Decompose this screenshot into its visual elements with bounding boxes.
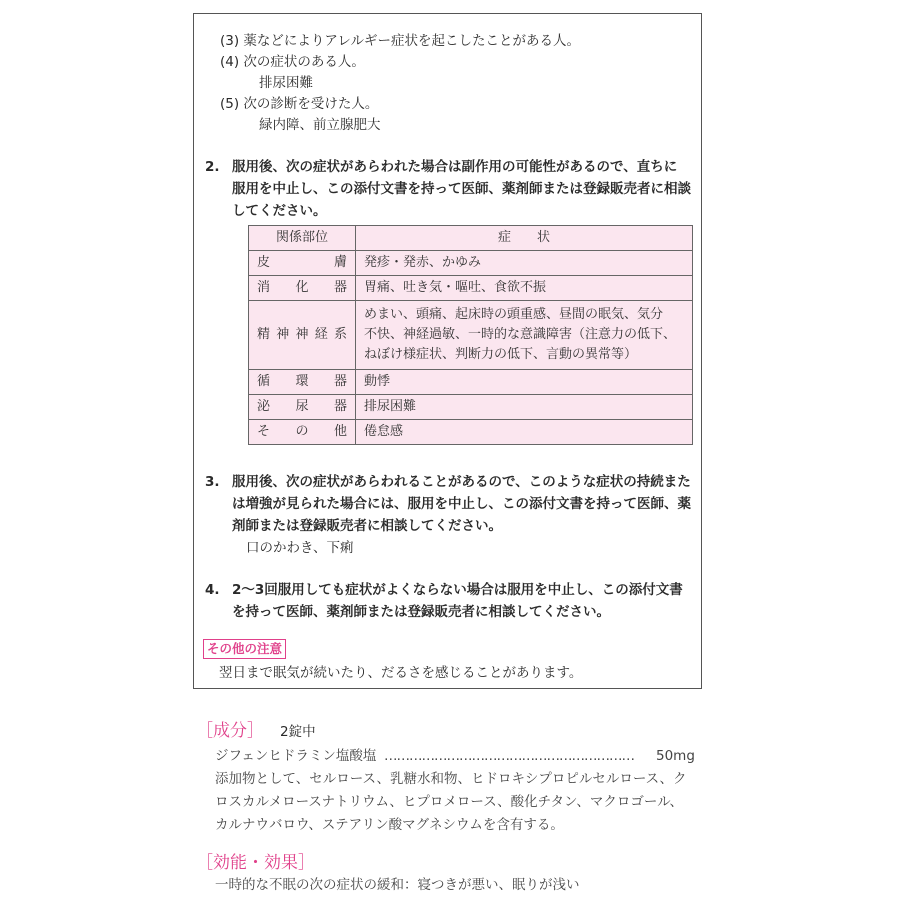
side-effects-table [248,225,693,445]
row-symptom: 排尿困難 [356,395,693,420]
additives-line: ロスカルメロースナトリウム、ヒプロメロース、酸化チタン、マクロゴール、 [215,794,684,810]
point-3-detail: 口のかわき、下痢 [246,540,354,556]
header-symptom: 症 状 [356,226,693,251]
point-3-number: 3. [205,474,220,490]
ingredients-per: 2錠中 [280,724,316,740]
row-part: 消 化 器 [249,276,356,301]
table-header-row [249,226,693,251]
table-row [249,370,693,395]
additives-line: 添加物として、セルロース、乳糖水和物、ヒドロキシプロピルセルロース、ク [215,771,687,787]
table-row [249,420,693,445]
row-symptom: 発疹・発赤、かゆみ [356,251,693,276]
row-part: そ の 他 [249,420,356,445]
row-part: 皮 膚 [249,251,356,276]
point-2-line: 服用を中止し、この添付文書を持って医師、薬剤師または登録販売者に相談 [232,181,691,197]
header-part: 関係部位 [249,226,356,251]
row-symptom: 動悸 [356,370,693,395]
ingredient-main-name: ジフェンヒドラミン塩酸塩 [215,748,377,764]
point-2-line: 服用後、次の症状があらわれた場合は副作用の可能性があるので、直ちに [232,159,678,175]
point-3-line: 剤師または登録販売者に相談してください。 [232,518,502,534]
point-4-line: 2～3回服用しても症状がよくならない場合は服用を中止し、この添付文書 [232,582,683,598]
efficacy-title: ［効能・効果］ [196,853,315,873]
symptom-line: めまい、頭痛、起床時の頭重感、昼間の眠気、気分 [364,307,664,322]
table-row [249,251,693,276]
item-4-detail: 排尿困難 [259,75,313,91]
symptom-line: 不快、神経過敏、一時的な意識障害（注意力の低下、 [364,327,677,342]
row-symptom: 胃痛、吐き気・嘔吐、食欲不振 [356,276,693,301]
point-2-number: 2. [205,159,220,175]
point-4-number: 4. [205,582,220,598]
point-4-line: を持って医師、薬剤師または登録販売者に相談してください。 [232,604,610,620]
efficacy-text: 一時的な不眠の次の症状の緩和：寝つきが悪い、眠りが浅い [215,877,580,893]
table-row [249,395,693,420]
ingredient-main-amount: 50mg [656,748,695,764]
item-5: (5) 次の診断を受けた人。 [220,96,379,112]
table-row [249,276,693,301]
point-3-line: は増強が見られた場合には、服用を中止し、この添付文書を持って医師、薬 [232,496,691,512]
additives-line: カルナウバロウ、ステアリン酸マグネシウムを含有する。 [215,817,564,833]
point-3-line: 服用後、次の症状があらわれることがあるので、このような症状の持続また [232,474,691,490]
row-symptom [356,301,693,370]
row-symptom: 倦怠感 [356,420,693,445]
row-part: 循 環 器 [249,370,356,395]
row-part: 精神神経系 [249,301,356,370]
symptom-line: ねぼけ様症状、判断力の低下、言動の異常等） [364,347,638,362]
item-4: (4) 次の症状のある人。 [220,54,365,70]
ingredient-dots: …………………………………………………… [384,748,634,764]
row-part: 泌 尿 器 [249,395,356,420]
point-2-line: してください。 [232,203,327,219]
table-row [249,301,693,370]
item-5-detail: 緑内障、前立腺肥大 [259,117,381,133]
other-notes-label: その他の注意 [203,639,286,659]
ingredients-title: ［成分］ [196,721,264,741]
other-notes-text: 翌日まで眠気が続いたり、だるさを感じることがあります。 [219,665,583,681]
item-3: (3) 薬などによりアレルギー症状を起こしたことがある人。 [220,33,581,49]
